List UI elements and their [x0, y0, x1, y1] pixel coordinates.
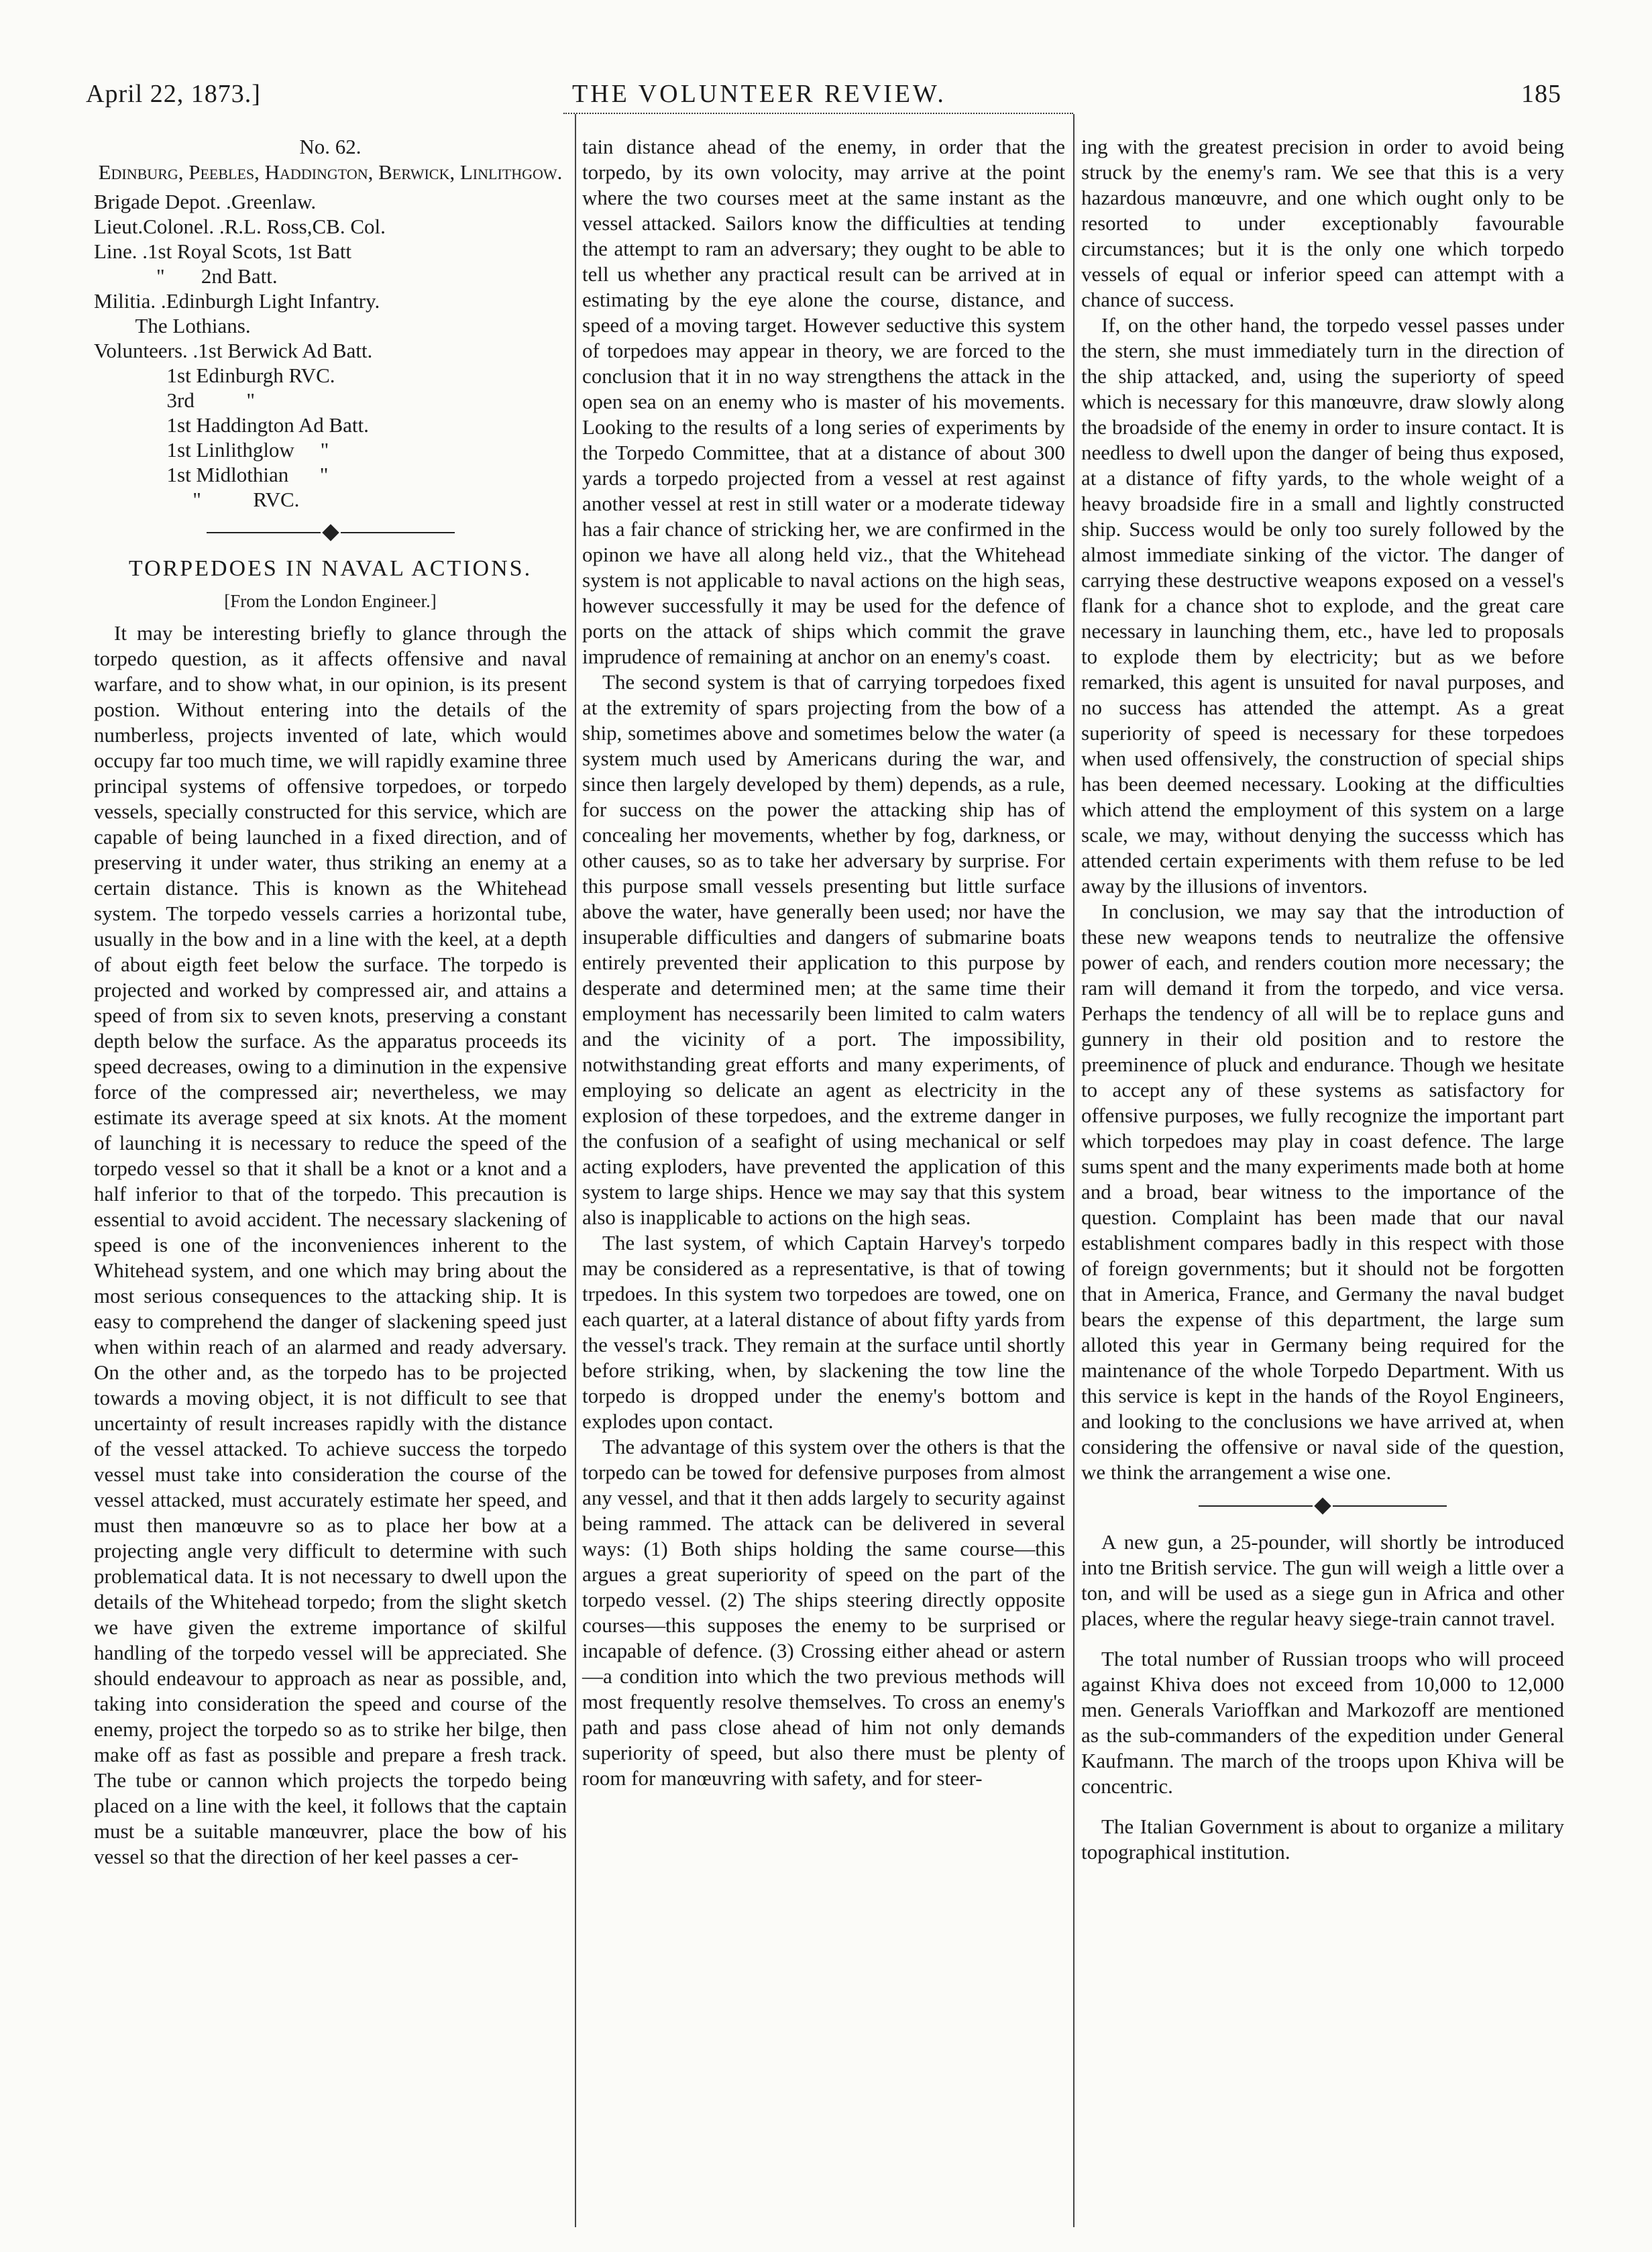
article-paragraph: It may be interesting briefly to glance through the torpedo question, as it affects offensive and naval warfare, and to show what, in our opinion, is its present postion. Without entering into the details of the numberless, projects invented of late, which would occupy far too much time, we will rapidly examine three principal systems of offensive torpedoes, or torpedo vessels, specially constructed for this service, which are capable of being launched in a fixed direction, and of preserving it under water, thus striking an enemy at a certain distance. This is known as the Whitehead system. The torpedo vessels carries a horizontal tube, usually in the bow and in a line with the keel, at a depth of about eigth feet below the surface. The torpedo is projected and worked by compressed air, and attains a speed of from six to seven knots, preserving a constant depth below the surface. As the apparatus proceeds its speed decreases, owing to a diminution in the expensive force of the compressed air; nevertheless, we may estimate its average speed at six knots. At the moment of launching it is necessary to reduce the speed of the torpedo vessel so that it shall be a knot or a knot and a half inferior to that of the torpedo. This precaution is essential to avoid accident. The necessary slackening of speed is one of the inconveniences inherent to the Whitehead system, and one which may bring about the most serious consequences to the attacking ship. It is easy to comprehend the danger of slackening speed just when within reach of an alarmed and ready adversary. On the other and, as the torpedo has to be projected towards a moving object, it is not difficult to see that uncertainty of result increases rapidly with the distance of the vessel attacked. To achieve success the torpedo vessel must take into consideration the course of the vessel attacked, must accurately estimate her speed, and must then manœuvre so as to place her bow at a projecting angle very difficult to determine with such problematical data. It is not necessary to dwell upon the details of the Whitehead torpedo; from the slight sketch we have given the extreme importance of skilful handling of the torpedo vessel will be appreciated. She should endeavour to approach as near as possible, and, taking into consideration the speed and course of the enemy, project the torpedo so as to strike her bilge, then make off as fast as possible and prepare a fresh track. The tube or cannon which projects the torpedo being placed on a line with the keel, it follows that the captain must be a suitable manœuvrer, place the bow of his vessel so that the direction of her keel passes a cer- [94, 621, 567, 1868]
list-item: Brigade Depot. .Greenlaw. [94, 190, 317, 213]
column-divider [575, 114, 576, 2227]
column-divider [1073, 114, 1075, 2227]
article-heading: TORPEDOES IN NAVAL ACTIONS. [128, 556, 533, 581]
article-paragraph: In conclusion, we may say that the introduction of these new weapons tends to neutralize the offensive power of each, and renders coution more necessary; the ram will demand it from the torpedo, and vice versa. Perhaps the tendency of all will be to replace guns and gunnery in their old position and to restore the preeminence of pluck and endurance. Though we hesitate to accept any of these systems as satisfactory for offensive purposes, we fully recognize the important part which torpedoes may play in coast defence. The large sums spent and the many experiments made both at home and a broad, bear witness to the importance of the question. Complaint has been made that our naval establishment compares badly in this respect with those of foreign governments; but it should not be forgotten that in America, France, and Germany the naval budget bears the expense of this department, the large sum alloted this year in Germany being required for the maintenance of the whole Torpedo Department. With us this service is kept in the hands of the Royol Engineers, and looking to the conclusions we have arrived at, when considering the offensive or naval side of the question, we think the arrangement a wise one. [1081, 900, 1564, 1484]
column-1 [94, 134, 567, 1870]
brigade-list [94, 189, 567, 512]
list-item: Line. .1st Royal Scots, 1st Batt [94, 239, 352, 263]
news-item: The Italian Government is about to organize a military topographical institution. [1081, 1815, 1564, 1864]
list-item: The Lothians. [94, 314, 251, 337]
list-item: Lieut.Colonel. .R.L. Ross,CB. Col. [94, 215, 386, 238]
page-header [86, 79, 1561, 133]
article-paragraph: The last system, of which Captain Harvey's torpedo may be considered as a representative, is that of towing trpedoes. In this system two torpedoes are towed, one on each quarter, at a lateral distance of about fifty yards from the vessel's track. They remain at the surface until shortly before striking, when, by slackening the tow line the torpedo is dropped under the enemy's bottom and explodes upon contact. [582, 1231, 1065, 1433]
column-2 [582, 134, 1065, 1791]
page-number: 185 [1521, 80, 1561, 108]
article-paragraph: If, on the other hand, the torpedo vessel passes under the stern, she must immediately turn in the direction of the ship attacked, and, using the superiorty of speed which is necessary for this manœuvre, draw slowly along the broadside of the enemy in order to insure contact. It is needless to dwell upon the danger of being thus exposed, at a distance of fifty yards, to the whole weight of a heavy broadside fire in a small and lightly constructed ship. Success would be only too surely followed by the almost immediate sinking of the victor. The danger of carrying these destructive weapons exposed on a vessel's flank for a chance shot to explode, and the great care necessary in launching them, etc., have led to proposals to explode them by electricity; but as we before remarked, this agent is unsuited for naval purposes, and no success has attended the attempt. As a great superiority of speed is necessary for these torpedoes when used offensively, the construction of special ships has been deemed necessary. Looking at the difficulties which attend the employment of this system on a large scale, we may, without denying the successs which has attended certain experiments with them refuse to be led away by the illusions of inventors. [1081, 313, 1564, 898]
list-item: 1st Haddington Ad Batt. [94, 413, 369, 437]
list-item: Militia. .Edinburgh Light Infantry. [94, 289, 380, 313]
list-item: 1st Edinburgh RVC. [94, 364, 335, 387]
publication-title: THE VOLUNTEER REVIEW. [572, 80, 946, 108]
section-ornament [94, 527, 567, 539]
list-item: " RVC. [94, 488, 300, 511]
list-item: 1st Linlithglow " [94, 438, 329, 462]
issue-date: April 22, 1873.] [86, 80, 261, 108]
article-paragraph: The second system is that of carrying torpedoes fixed at the extremity of spars projecting from the bow of a ship, sometimes above and sometimes below the water (a system much used by Americans during the war, and since then largely developed by them) depends, as a rule, for success on the power the attacking ship has of concealing her movements, whether by fog, darkness, or other causes, so as to take her adversary by surprise. For this purpose small vessels presenting but little surface above the water, have generally been used; nor have the insuperable difficulties and dangers of submarine boats entirely prevented their application to this purpose by desperate and determined men; at the same time their employment has necessarily been limited to calm waters and the vicinity of a port. The impossibility, notwithstanding great efforts and many experiments, of employing so delicate an agent as electricity in the explosion of these torpedoes, and the extreme danger in the confusion of a seafight of using mechanical or self acting exploders, have prevented the application of this system to large ships. Hence we may say that this system also is inapplicable to actions on the high seas. [582, 670, 1065, 1229]
section-ornament [1081, 1500, 1564, 1512]
list-item: " 2nd Batt. [94, 264, 278, 288]
article-paragraph: The advantage of this system over the others is that the torpedo can be towed for defensive purposes from almost any vessel, and that it then adds largely to security against being rammed. The attack can be delivered in several ways: (1) Both ships holding the same course—this argues a great superiority of speed on the part of the torpedo vessel. (2) The ships steering directly opposite courses—this supposes the enemy to be surprised or incapable of defence. (3) Crossing either ahead or astern—a condition into which the two previous methods will most frequently resolve themselves. To cross an enemy's path and pass close ahead of him not only demands superiority of speed, but also there must be plenty of room for manœuvring with safety, and for steer- [582, 1435, 1065, 1790]
list-item: 1st Midlothian " [94, 463, 329, 486]
news-item: The total number of Russian troops who will proceed against Khiva does not exceed from 10,000 to 12,000 men. Generals Varioffkan and Markozoff are mentioned as the sub-commanders of the expedition under General Kaufmann. The march of the troops upon Khiva will be concentric. [1081, 1647, 1564, 1798]
list-number: No. 62. [299, 135, 362, 158]
column-3 [1081, 134, 1564, 1865]
article-source: [From the London Engineer.] [224, 591, 437, 611]
header-rule [563, 113, 1073, 114]
district-heading: Edinburg, Peebles, Haddington, Berwick, Linlithgow. [98, 160, 563, 184]
article-paragraph: tain distance ahead of the enemy, in order that the torpedo, by its own volocity, may arrive at the point where the two courses meet at the same instant as the vessel attacked. Sailors know the difficulties at tending the attempt to ram an adversary; they ought to be able to tell us whether any practical result can be arrived at in estimating by the eye alone the course, distance, and speed of a moving target. However seductive this system of torpedoes may appear in theory, we are forced to the conclusion that it in no way strengthens the attack in the open sea on an enemy who is master of his movements. Looking to the results of a long series of experiments by the Torpedo Committee, that at a distance of about 300 yards a torpedo projected from a vessel at rest against another vessel at rest in still water or a moderate tideway has a fair chance of stricking her, we are confirmed in the opinon we have all along held viz., that the Whitehead system is not applicable to naval actions on the high seas, however successfully it may be used for the defence of ports on the attack of ships which commit the grave imprudence of remaining at anchor on an enemy's coast. [582, 135, 1065, 668]
article-paragraph: ing with the greatest precision in order to avoid being struck by the enemy's ram. We see that this is a very hazardous manœuvre, and one which ought only to be resorted to under exceptionably favourable circumstances; but it is the only one which torpedo vessels of equal or inferior speed can attempt with a chance of success. [1081, 135, 1564, 311]
list-item: 3rd " [94, 388, 255, 412]
list-item: Volunteers. .1st Berwick Ad Batt. [94, 339, 373, 362]
news-item: A new gun, a 25-pounder, will shortly be introduced into tne British service. The gun will weigh a little over a ton, and will be used as a siege gun in Africa and other places, where the regular heavy siege-train cannot travel. [1081, 1530, 1564, 1630]
